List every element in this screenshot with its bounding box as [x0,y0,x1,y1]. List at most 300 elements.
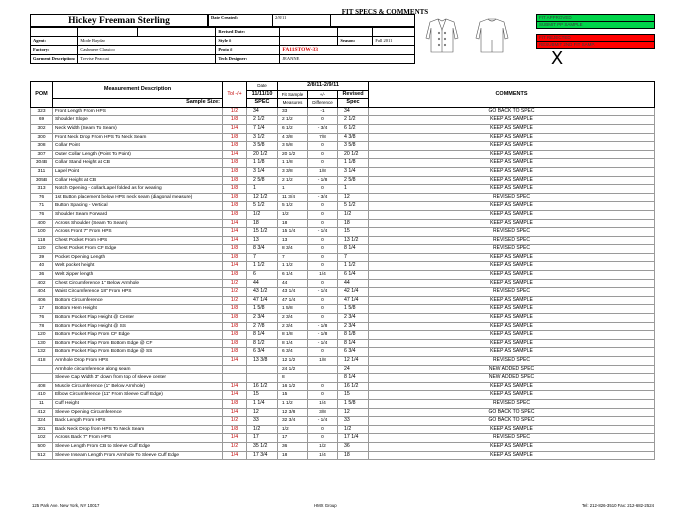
fit-measure-cell: 47 1/4 [278,296,308,305]
fit-measure-cell: 1 [278,185,308,194]
difference-cell: 0 [308,382,338,391]
measurement-description: Shoulder Slope [53,116,223,125]
comment-cell: NEW ADDED SPEC [369,374,655,383]
spec-cell: 20 1/2 [247,150,278,159]
rejected-mark: X [550,48,564,69]
measurement-description: Front Length From HPS [53,107,223,116]
season-label: Season: [338,37,373,46]
fit-measure-cell: 8 3/4 [278,245,308,254]
revised-spec-cell: 15 [338,228,369,237]
table-row [31,339,655,348]
diff-label: +/- [308,90,338,99]
fit-measure-cell: 17 [278,434,308,443]
difference-cell: - 1/8 [308,331,338,340]
comment-cell: REVISED SPEC [369,193,655,202]
revised-spec-cell: 2 5/8 [338,176,369,185]
difference-cell: 1/4 [308,399,338,408]
tolerance-cell: 1/4 [223,391,247,400]
sample-size-label: Sample Size: [53,99,223,108]
table-row [31,150,655,159]
blank-cell [138,28,216,37]
comment-cell: KEEP AS SAMPLE [369,159,655,168]
proto-label: Proto # [216,46,280,55]
revised-spec-cell: 34 [338,107,369,116]
fit-measure-cell: 15 1/4 [278,228,308,237]
revised-spec-cell: 13 1/2 [338,236,369,245]
revised-spec-cell: 1 5/8 [338,305,369,314]
fit-measure-cell: 8 [278,374,308,383]
measurement-description: Outer Collar Length (Point To Point) [53,150,223,159]
spec-cell: 33 [247,417,278,426]
style-label: Style # [216,37,280,46]
tolerance-cell: 1/8 [223,142,247,151]
difference-cell: 0 [308,116,338,125]
revised-spec-cell: 36 [338,442,369,451]
difference-cell: 3/8 [308,408,338,417]
revised-spec-cell: 8 1/8 [338,331,369,340]
table-row [31,399,655,408]
comment-cell: KEEP AS SAMPLE [369,176,655,185]
fit-measure-cell: 36 [278,442,308,451]
difference-cell: 0 [308,348,338,357]
revised-spec-cell: 12 [338,193,369,202]
difference-cell: 0 [308,219,338,228]
table-row [31,374,655,383]
comment-cell: KEEP AS SAMPLE [369,124,655,133]
measurement-description: Back Length From HPS [53,417,223,426]
difference-cell: - 1/4 [308,228,338,237]
tolerance-cell: 1/4 [223,228,247,237]
pom-cell: 500 [31,442,53,451]
tolerance-cell: 1/8 [223,425,247,434]
pom-cell: 304B [31,159,53,168]
difference-cell: 0 [308,245,338,254]
spec-cell: 3 5/8 [247,142,278,151]
comment-cell: KEEP AS SAMPLE [369,296,655,305]
resubmit-option[interactable]: RESUBMIT 2ND FIT SAMP. [537,42,655,49]
pom-cell: 404 [31,288,53,297]
spec-cell: 34 [247,107,278,116]
table-row [31,451,655,460]
spec-cell: 2 1/2 [247,116,278,125]
spec-cell: 8 1/2 [247,339,278,348]
pom-cell: 400 [31,219,53,228]
measurement-description: Bottom Circumference [53,296,223,305]
fit-measure-cell: 13 [278,236,308,245]
pom-cell: 17 [31,305,53,314]
measurement-description: Chest Pocket From CF Edge [53,245,223,254]
tolerance-cell: 1/4 [223,382,247,391]
measurement-description: Bottom Hem Height [53,305,223,314]
difference-cell: 1/8 [308,357,338,366]
measurement-description: Collar Point [53,142,223,151]
table-row [31,185,655,194]
difference-cell: - 3/4 [308,124,338,133]
blank-cell [78,28,138,37]
spec-cell: 5 1/2 [247,202,278,211]
spec-cell: 1/2 [247,425,278,434]
revised-spec-cell: 18 [338,219,369,228]
fit-measure-cell: 2 1/2 [278,176,308,185]
difference-cell: 7/8 [308,133,338,142]
tolerance-cell: 1/4 [223,434,247,443]
spec-date: 11/11/10 [247,90,278,99]
measurement-description: Button Spacing - Vertical [53,202,223,211]
fit-measure-cell: 16 1/2 [278,382,308,391]
fit-measure-cell: 1/2 [278,210,308,219]
fit-measure-cell: 18 [278,219,308,228]
pom-cell: 406 [31,296,53,305]
comment-cell: KEEP AS SAMPLE [369,279,655,288]
agent-label: Agent: [31,37,78,46]
table-row [31,322,655,331]
pom-cell: 418 [31,357,53,366]
revised-spec-cell: 42 1/4 [338,288,369,297]
revised-spec-cell: 8 1/4 [338,374,369,383]
difference-cell: 0 [308,210,338,219]
fit-measure-cell: 18 [278,451,308,460]
difference-cell: - 3/4 [308,193,338,202]
comment-cell: KEEP AS SAMPLE [369,210,655,219]
table-row [31,202,655,211]
spec-cell: 17 3/4 [247,451,278,460]
comment-cell: KEEP AS SAMPLE [369,331,655,340]
pom-cell: 76 [31,193,53,202]
blank-cell [331,15,415,27]
spec-cell: 12 [247,408,278,417]
tolerance-cell: 1/8 [223,271,247,280]
measurement-description: Notch Opening - collar/Lapel folded as for wearing [53,185,223,194]
tolerance-cell [223,374,247,383]
measurement-description: Sleeve Opening Circumference [53,408,223,417]
comment-cell: GO BACK TO SPEC [369,408,655,417]
spec-cell: 3 1/4 [247,167,278,176]
revised-spec-cell: 2 3/4 [338,314,369,323]
revised-date-value [280,28,338,37]
spec-cell: 7 1/4 [247,124,278,133]
difference-cell: 0 [308,279,338,288]
spec-cell: 8 3/4 [247,245,278,254]
revised-spec-cell: 3 1/4 [338,167,369,176]
difference-cell: 1/8 [308,167,338,176]
difference-cell: 1/4 [308,271,338,280]
difference-cell: 0 [308,425,338,434]
table-row [31,159,655,168]
measurement-description: Neck Width (Seam To Seam) [53,124,223,133]
difference-cell: 0 [308,202,338,211]
measurement-description: Across Back 7" From HPS [53,434,223,443]
tolerance-cell: 1/4 [223,150,247,159]
revised-spec-cell: 6 3/4 [338,348,369,357]
tolerance-cell: 1/8 [223,193,247,202]
spec-cell: 2 7/8 [247,322,278,331]
difference-cell: -1 [308,107,338,116]
fit-measure-cell: 1 1/2 [278,399,308,408]
fit-measure-cell: 1/2 [278,425,308,434]
table-row [31,279,655,288]
pom-cell: 313 [31,185,53,194]
table-row [31,417,655,426]
spec-cell: 6 3/4 [247,348,278,357]
table-row [31,228,655,237]
table-row [31,133,655,142]
pom-cell: 11 [31,399,53,408]
pom-cell: 512 [31,451,53,460]
tolerance-cell: 1/2 [223,288,247,297]
tolerance-cell: 1/8 [223,159,247,168]
fit-sample-label: Fit Sample [278,90,308,99]
revised-spec-cell: 47 1/4 [338,296,369,305]
comment-cell: REVISED SPEC [369,434,655,443]
measurement-description: Waist Circumference 18" From HPS [53,288,223,297]
measurement-description: Armhole Drop From HPS [53,357,223,366]
fit-measure-cell: 32 3/4 [278,417,308,426]
footer-phone: Tel: 212-826-3510 Fax: 212-682-2524 [581,503,654,508]
spec-cell: 47 1/4 [247,296,278,305]
spec-cell: 35 1/2 [247,442,278,451]
fit-measure-cell: 33 [278,107,308,116]
table-row [31,253,655,262]
table-row [31,124,655,133]
fit-approved-option[interactable]: FIT APPROVED [537,15,655,22]
garment-sketch [422,16,522,56]
pom-cell: 78 [31,322,53,331]
measurement-description: Armhole circumference along seam [53,365,223,374]
spec-cell: 44 [247,279,278,288]
footer-company: HMX Group [314,503,337,508]
difference-cell: 0 [308,185,338,194]
tolerance-cell: 1/4 [223,451,247,460]
pom-cell: 118 [31,236,53,245]
revised-spec-cell: 4 3/8 [338,133,369,142]
fit-rejected-option[interactable]: FIT REJECTED [537,35,655,42]
comment-cell: KEEP AS SAMPLE [369,150,655,159]
tolerance-cell: 1/8 [223,339,247,348]
table-row [31,348,655,357]
comment-cell: REVISED SPEC [369,357,655,366]
measurement-description: Welt pocket height [53,262,223,271]
measurement-description: Pocket Opening Length [53,253,223,262]
table-row [31,314,655,323]
spec-cell: 1 [247,185,278,194]
measurement-description: Back Neck Drop from HPS To Neck Seam [53,425,223,434]
fit-measure-cell: 1 1/2 [278,262,308,271]
revised-spec-cell: 1 [338,185,369,194]
pom-cell: 408 [31,382,53,391]
brand-name: Hickey Freeman Sterling [30,14,208,27]
blank-cell [31,28,78,37]
tolerance-cell: 1/8 [223,331,247,340]
fit-measure-cell: 2 3/4 [278,314,308,323]
difference-cell: 0 [308,159,338,168]
difference-cell: 0 [308,150,338,159]
spec-cell: 1 1/4 [247,399,278,408]
pom-cell: 402 [31,279,53,288]
tolerance-cell: 1/8 [223,322,247,331]
measurement-description: Sleeve Cap Width 3" down from top of sleeve center [53,374,223,383]
pom-cell: 132 [31,348,53,357]
pom-cell: 69 [31,116,53,125]
spec-cell: 1 5/8 [247,305,278,314]
measurement-description: Bottom Pocket Flap From Bottom Edge @ SS [53,348,223,357]
tolerance-cell: 1/8 [223,133,247,142]
measurement-description: Lapel Point [53,167,223,176]
table-row [31,434,655,443]
tolerance-cell: 1/2 [223,417,247,426]
revised-spec-cell: 15 [338,391,369,400]
tol-header: Tol -/+ [223,82,247,108]
tolerance-cell: 1/4 [223,408,247,417]
pom-cell: 311 [31,167,53,176]
fit-status-box [536,14,655,49]
revised-spec-cell: 1/2 [338,425,369,434]
revised-spec-cell: 12 1/4 [338,357,369,366]
table-row [31,288,655,297]
table-row [31,296,655,305]
fit-measure-cell: 8 1/4 [278,339,308,348]
measurement-description: Sleeve Inseam Length From Armhole To Sleeve Cuff Edge [53,451,223,460]
table-row [31,365,655,374]
revised-spec-cell: 6 1/2 [338,124,369,133]
comment-cell: KEEP AS SAMPLE [369,253,655,262]
spec-cell: 15 [247,391,278,400]
pom-cell: 120 [31,245,53,254]
table-row [31,107,655,116]
date-label: Date [247,82,278,91]
tolerance-cell: 1/4 [223,124,247,133]
pom-cell [31,374,53,383]
comment-cell: REVISED SPEC [369,288,655,297]
measurement-description: Cuff Height [53,399,223,408]
sheet-header [30,8,655,69]
tolerance-cell: 1/8 [223,399,247,408]
table-row [31,425,655,434]
tolerance-cell: 1/8 [223,176,247,185]
difference-cell: 0 [308,434,338,443]
spec-cell: 7 [247,253,278,262]
difference-cell: - 1/8 [308,176,338,185]
pom-cell: 323 [31,107,53,116]
comment-cell: KEEP AS SAMPLE [369,314,655,323]
revised-spec-cell: 6 1/4 [338,271,369,280]
fit-measure-cell: 3 3/8 [278,167,308,176]
comment-cell: KEEP AS SAMPLE [369,133,655,142]
revised-spec-cell: 2 1/2 [338,116,369,125]
spec-cell: 1 1/2 [247,262,278,271]
spec-cell: 43 1/2 [247,288,278,297]
comment-cell: KEEP AS SAMPLE [369,391,655,400]
fit-measure-cell: 6 1/4 [278,271,308,280]
table-row [31,382,655,391]
tolerance-cell: 1/2 [223,296,247,305]
spec-cell: 18 [247,219,278,228]
measurement-description: Across Shoulder (Seam To Seam) [53,219,223,228]
table-row [31,210,655,219]
spec-cell: 17 [247,434,278,443]
measurement-description: 1st Button placement below HPS neck seam (diagonal measure) [53,193,223,202]
comment-cell: NEW ADDED SPEC [369,365,655,374]
difference-cell: 0 [308,142,338,151]
measurement-description: Bottom Pocket Flap Height @ Center [53,314,223,323]
spec-cell: 16 1/2 [247,382,278,391]
comment-cell: REVISED SPEC [369,228,655,237]
measurement-description: Across Front 7" From HPS [53,228,223,237]
fit-measure-cell: 24 1/2 [278,365,308,374]
spec-cell: 15 1/2 [247,228,278,237]
pom-cell: 100 [31,228,53,237]
measurement-description: Bottom Pocket Flap From Bottom Edge @ CF [53,339,223,348]
comment-cell: KEEP AS SAMPLE [369,167,655,176]
comments-header: COMMENTS [369,82,655,108]
tolerance-cell: 1/4 [223,357,247,366]
fit-measure-cell: 12 1/2 [278,357,308,366]
pom-cell: 71 [31,202,53,211]
info-grid [30,27,415,64]
revised-spec-cell: 18 [338,451,369,460]
tolerance-cell: 1/8 [223,305,247,314]
tolerance-cell: 1/8 [223,348,247,357]
revised-spec-cell: 8 1/4 [338,245,369,254]
garment-value: Trevise Peacoat [78,55,216,64]
pom-cell: 102 [31,434,53,443]
fit-measure-cell: 4 3/8 [278,133,308,142]
difference-cell: 0 [308,314,338,323]
difference-cell: 0 [308,262,338,271]
revised-spec-cell: 17 1/4 [338,434,369,443]
measurement-description: Muscle Circumference (1" Below Armhole) [53,382,223,391]
spec-cell: 13 [247,236,278,245]
comment-cell: KEEP AS SAMPLE [369,142,655,151]
comment-cell: REVISED SPEC [369,236,655,245]
revised-spec-cell: 16 1/2 [338,382,369,391]
table-row [31,305,655,314]
revised-spec-cell: 44 [338,279,369,288]
spec-cell [247,374,278,383]
tolerance-cell: 1/2 [223,442,247,451]
revised-spec-cell: 2 3/4 [338,322,369,331]
tolerance-cell: 1/8 [223,210,247,219]
tolerance-cell: 1/8 [223,167,247,176]
table-row [31,391,655,400]
table-row [31,116,655,125]
revised-spec-cell: 24 [338,365,369,374]
spec-cell: 6 [247,271,278,280]
spec-rows [31,107,655,459]
agent-value: Mode Baydar [78,37,216,46]
measurement-description: Shoulder Seam Forward [53,210,223,219]
fit-measure-cell: 15 [278,391,308,400]
difference-cell [308,365,338,374]
fit-measure-cell: 11 3/4 [278,193,308,202]
difference-cell: - 1/8 [308,322,338,331]
difference-cell: 0 [308,305,338,314]
season-value: Fall 2011 [373,37,415,46]
revised-date-label: Revised Date: [216,28,280,37]
blank-cell [373,28,415,37]
date-fields [208,14,415,27]
revised-spec-cell: 3 5/8 [338,142,369,151]
footer [32,503,654,511]
revised-spec-cell: 5 1/2 [338,202,369,211]
pom-cell: 40 [31,262,53,271]
comment-cell: KEEP AS SAMPLE [369,262,655,271]
tech-designer-value: JEANNE [280,55,415,64]
table-row [31,193,655,202]
difference-cell: - 1/4 [308,417,338,426]
submit-pp-sample-option[interactable]: SUBMIT PP SAMPLE [537,22,655,29]
fit-measure-cell: 3 5/8 [278,142,308,151]
style-value [280,37,338,46]
